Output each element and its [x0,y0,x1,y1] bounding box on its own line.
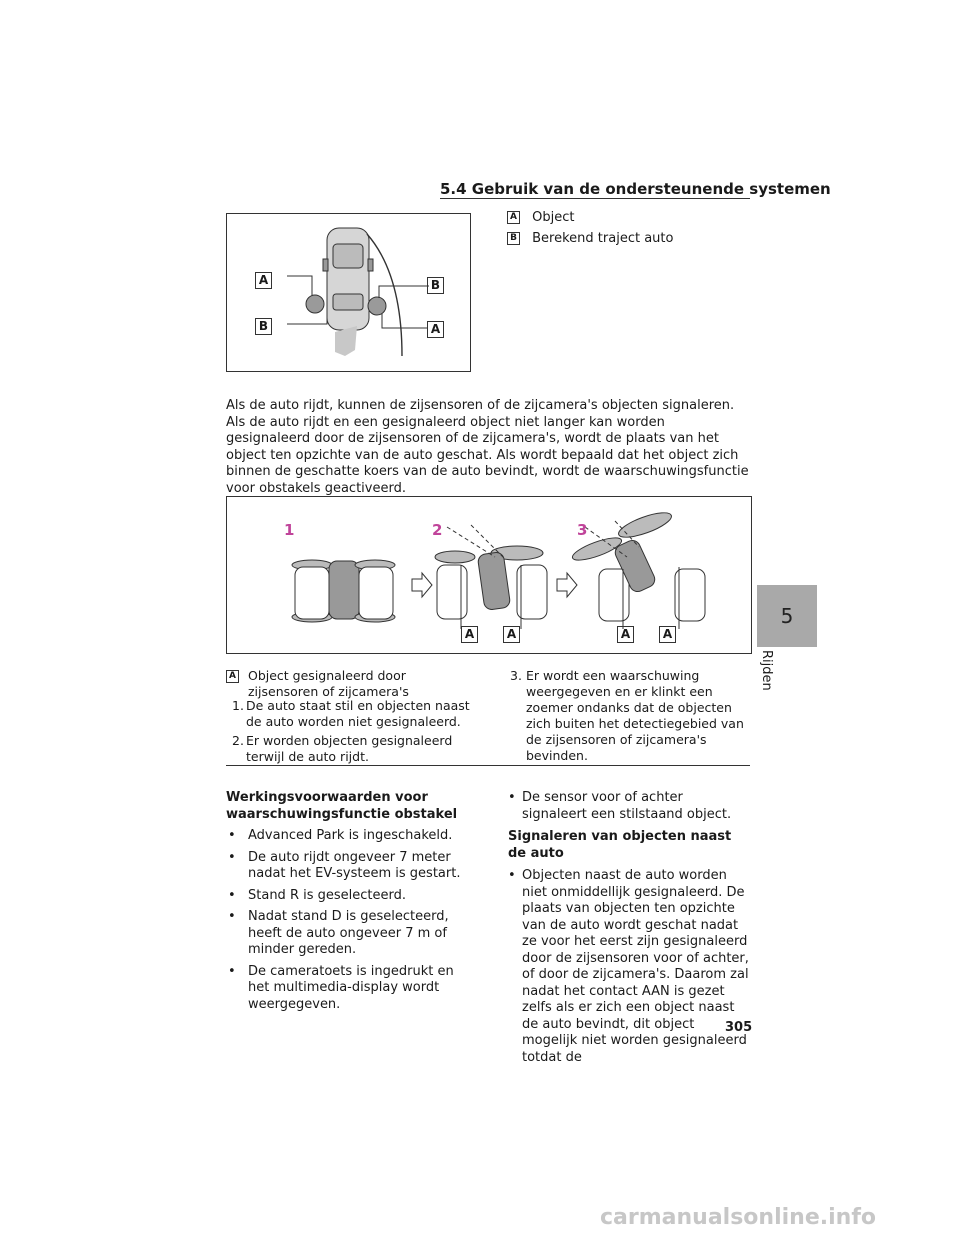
arrow-1 [412,573,432,597]
step-2-label: 2 [432,521,443,539]
list-item [232,733,472,765]
bullet-text: De sensor voor of achter signaleert een stilstaand object. [522,790,732,822]
bullet-text: Objecten naast de auto worden niet onmiddellijk gesignaleerd. De plaats van objecten ten opzichte van de auto wordt geschat nadat ze voor het eerst zijn gesignaleerd door de zijsensoren voor of achter, of door de zijcamera's. Daarom zal nadat het contact AAN is gezet zelfs als er zich een object naast de auto bevindt, dit object mogelijk niet worden gesignaleerd totdat de [522,868,749,1065]
list-number: 1. [232,698,244,713]
callout-b-right: B [427,277,444,294]
section-title: 5.4 Gebruik van de ondersteunende systemen [440,180,831,198]
object-right [368,297,386,315]
bullet-text: Advanced Park is ingeschakeld. [248,828,453,843]
list-item: • Objecten naast de auto worden niet onmiddellijk gesignaleerd. De plaats van objecten ten opzichte van de auto wordt geschat nadat ze voor het eerst zijn gesignaleerd door de zijsensoren voor of achter, of door de zijcamera's. Daarom zal nadat het contact AAN is gezet zelfs als er zich een object naast de auto bevindt, dit object mogelijk niet worden gesignaleerd totdat de [508,868,749,1065]
chapter-number: 5 [780,604,794,628]
bullet-text: Nadat stand D is geselecteerd, heeft de auto ongeveer 7 m of minder gereden. [248,909,449,957]
legend-item-object [507,210,574,225]
callout-a-3: A [617,626,634,643]
list-item: • Advanced Park is ingeschakeld. [228,828,453,843]
trajectory-line [367,234,402,356]
right-column [508,790,753,1066]
legend-key: A [226,670,239,683]
list-item [510,668,750,764]
section-divider [226,765,750,766]
legend-item-trajectory [507,231,673,246]
list-number: 3. [510,668,522,683]
fig2-legend [226,668,472,700]
callout-a-4: A [659,626,676,643]
list-text: Er worden objecten gesignaleerd terwijl de auto rijdt. [246,733,453,764]
chapter-label: Rijden [759,650,774,691]
arrow-2 [557,573,577,597]
list-text: De auto staat stil en objecten naast de auto worden niet gesignaleerd. [246,698,470,729]
callout-a-2: A [503,626,520,643]
object-left [306,295,324,313]
callout-a-right: A [427,321,444,338]
conditions-list [226,828,472,1018]
car-illustration [323,228,373,330]
step-1-label: 1 [284,521,295,539]
conditions-heading: Werkingsvoorwaarden voor waarschuwingsfunctie obstakel [226,790,458,822]
side-objects-heading: Signaleren van objecten naast de auto [508,829,732,861]
direction-arrow [335,326,357,356]
bullet-text: De cameratoets is ingedrukt en het multimedia-display wordt weergegeven. [248,963,454,1012]
scene-2 [435,546,547,619]
callout-b-left: B [255,318,272,335]
header-divider [440,198,750,199]
callout-a-left: A [255,272,272,289]
legend-key: A [507,211,520,224]
legend-text: Berekend traject auto [532,231,674,246]
legend-text: Object gesignaleerd door zijsensoren of zijcamera's [248,668,409,699]
bullet-text: Stand R is geselecteerd. [248,887,406,903]
list-item: • De cameratoets is ingedrukt en het multimedia-display wordt weergegeven. [228,963,454,1012]
legend-key: B [507,232,520,245]
figure-warning-sequence [226,496,752,654]
figure-sensor-diagram [226,213,471,372]
bullet-text: De auto rijdt ongeveer 7 meter nadat het EV-systeem is gestart. [248,849,461,881]
watermark: carmanualsonline.info [600,1205,876,1230]
scene-1 [292,560,395,622]
page-number: 305 [725,1020,753,1035]
step-3-label: 3 [577,521,588,539]
chapter-label-wrap [756,650,778,710]
callout-a-1: A [461,626,478,643]
intro-paragraph: Als de auto rijdt, kunnen de zijsensoren of de zijcamera's objecten signaleren. Als de auto rijdt en een gesignaleerd object niet langer kan worden gesignaleerd door de zijsensoren of de zijcamera's, wordt de plaats van het object ten opzichte van de auto geschat. Als wordt bepaald dat het object zich binnen de geschatte koers van de auto bevindt, wordt de waarschuwingsfunctie voor obstakels geactiveerd. [226,398,749,496]
scene-3 [570,508,705,621]
list-item: • De auto rijdt ongeveer 7 meter nadat het EV-systeem is gestart. [228,849,461,881]
list-item: • Nadat stand D is geselecteerd, heeft de auto ongeveer 7 m of minder gereden. [228,909,449,957]
list-item: • De sensor voor of achter signaleert een stilstaand object. [508,790,732,822]
list-item [232,698,472,730]
list-item: • Stand R is geselecteerd. [228,887,406,903]
list-number: 2. [232,733,244,748]
legend-text: Object [532,210,575,225]
list-text: Er wordt een waarschuwing weergegeven en er klinkt een zoemer ondanks dat de objecten zich buiten het detectiegebied van de zijsensoren of zijcamera's bevinden. [526,668,744,763]
